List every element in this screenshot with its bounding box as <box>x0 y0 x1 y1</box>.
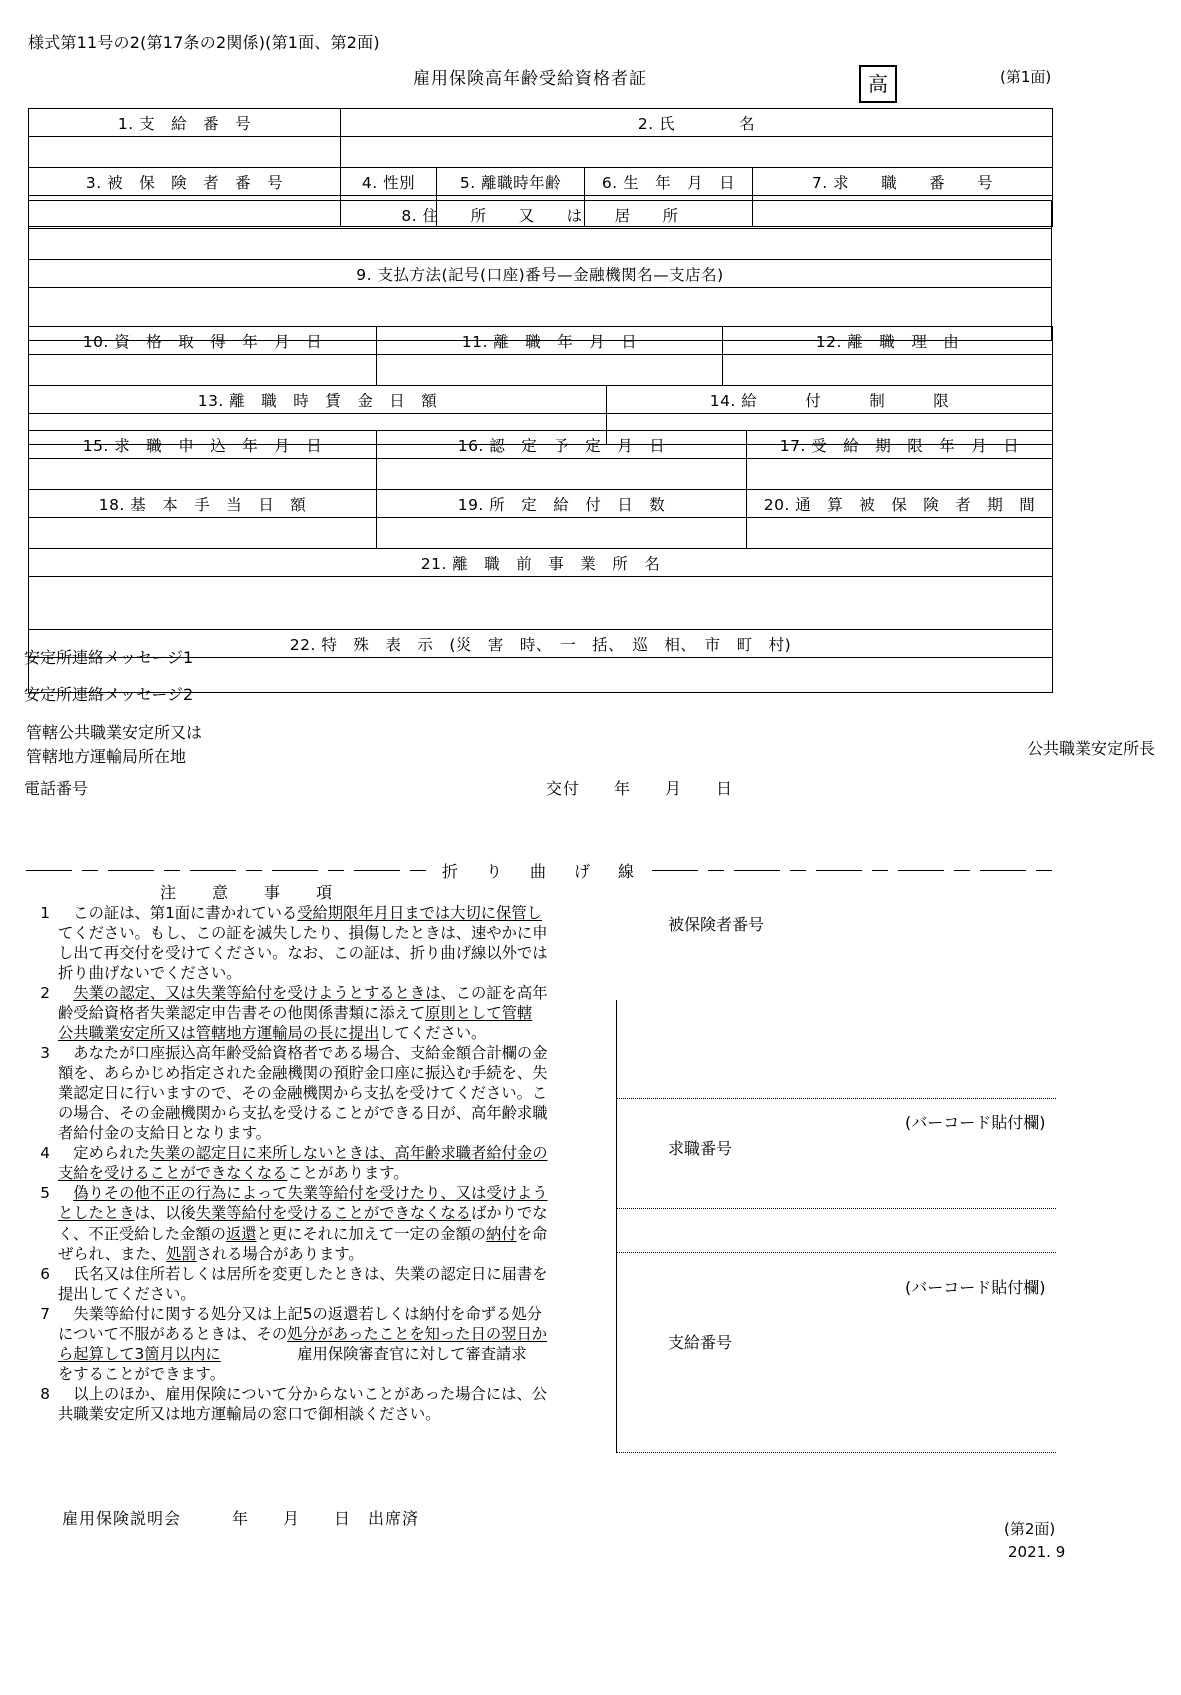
note-plain-text: をすることができます。 <box>58 1364 226 1383</box>
note-text <box>58 1143 608 1183</box>
note-item <box>28 903 608 983</box>
table-row <box>29 490 1053 518</box>
cell-age-label: 5. 離職時年齢 <box>437 168 585 196</box>
note-plain-text: 提出してください。 <box>58 1284 196 1303</box>
right-column-dotted-divider-1 <box>616 1098 1056 1099</box>
revision-date: 2021. 9 <box>1008 1543 1066 1561</box>
note-plain-text: 雇用保険審査官に対して審査請求 <box>220 1344 527 1363</box>
note-line <box>58 923 608 943</box>
cell-qualification-date-value[interactable] <box>29 355 377 386</box>
note-plain-text: を命 <box>516 1224 548 1243</box>
right-column-dotted-divider-4 <box>616 1452 1056 1453</box>
note-plain-text: 折り曲げないでください。 <box>58 964 242 983</box>
notes-list <box>28 903 608 1424</box>
note-plain-text: ぜられ、また、 <box>58 1244 166 1263</box>
cell-address-value[interactable] <box>29 229 1052 260</box>
note-line <box>58 1003 608 1023</box>
note-text <box>58 983 608 1043</box>
cell-insured-period-label: 20. 通 算 被 保 険 者 期 間 <box>747 490 1053 518</box>
note-plain-text: について不服があるときは、その <box>58 1324 288 1343</box>
note-line <box>58 1264 608 1284</box>
note-line <box>58 1163 608 1183</box>
note-line <box>58 1284 608 1304</box>
note-plain-text: してください。 <box>379 1024 487 1043</box>
job-seeking-number-label: 求職番号 <box>668 1139 733 1158</box>
note-line <box>58 1244 608 1264</box>
note-line <box>58 1083 608 1103</box>
cell-benefit-deadline-label: 17. 受 給 期 限 年 月 日 <box>747 431 1053 459</box>
fold-line-dashes-right <box>652 870 1056 871</box>
cell-name-value[interactable] <box>341 137 1053 168</box>
cell-jobseek-number-label: 7. 求 職 番 号 <box>753 168 1053 196</box>
note-line <box>58 1344 608 1364</box>
note-plain-text: ことがあります。 <box>287 1164 409 1183</box>
note-underlined-text: 失業の認定日に来所しないときは、高年齢求職者給付金の <box>149 1144 548 1163</box>
table-row <box>29 518 1053 549</box>
note-item <box>28 1183 608 1263</box>
note-underlined-text: 失業の認定、又は失業等給付を受けようとするときは <box>73 984 441 1003</box>
cell-payment-method-label: 9. 支払方法(記号(口座)番号—金融機関名—支店名) <box>29 260 1052 288</box>
notes-heading: 注 意 事 項 <box>160 883 343 902</box>
note-plain-text: 額を、あらかじめ指定された金融機関の預貯金口座に振込む手続を、失 <box>58 1064 548 1083</box>
office-address-line-2: 管轄地方運輸局所在地 <box>26 747 187 766</box>
note-text <box>58 1183 608 1263</box>
note-line <box>58 1203 608 1223</box>
page-mark-first: (第1面) <box>1000 68 1052 86</box>
note-number: 7 <box>40 1304 50 1323</box>
note-underlined-text: としたとき <box>58 1204 135 1223</box>
note-item <box>28 983 608 1043</box>
cell-basic-allowance-label: 18. 基 本 手 当 日 額 <box>29 490 377 518</box>
cell-separation-date-value[interactable] <box>377 355 723 386</box>
cell-address-label: 8. 住 所 又 は 居 所 <box>29 201 1052 229</box>
fold-line-dashes-left <box>26 870 430 871</box>
cell-insured-number-label: 3. 被 保 険 者 番 号 <box>29 168 341 196</box>
cell-basic-allowance-value[interactable] <box>29 518 377 549</box>
page-title: 雇用保険高年齢受給資格者証 <box>413 69 647 89</box>
barcode-area-label-1: (バーコード貼付欄) <box>905 1113 1046 1132</box>
cell-insured-period-value[interactable] <box>747 518 1053 549</box>
note-line <box>58 1063 608 1083</box>
note-underlined-text: ら起算して3箇月以内に <box>58 1344 221 1363</box>
form-table-group-3 <box>28 326 1053 445</box>
note-underlined-text: 納付 <box>486 1224 517 1243</box>
note-plain-text: この証は、第1面に書かれている <box>73 904 298 922</box>
right-column-divider <box>616 1000 617 1452</box>
note-item <box>28 1143 608 1183</box>
table-row <box>29 431 1053 459</box>
note-plain-text: く、不正受給した金額の <box>58 1224 226 1243</box>
cell-application-date-value[interactable] <box>29 459 377 490</box>
cell-separation-reason-label: 12. 離 職 理 由 <box>723 327 1053 355</box>
note-number: 5 <box>40 1184 50 1203</box>
insured-number-label: 被保険者番号 <box>668 915 765 934</box>
note-underlined-text: 偽りその他不正の行為によって失業等給付を受けたり、又は受けよう <box>73 1184 548 1203</box>
office-message-2: 安定所連絡メッセージ2 <box>24 685 194 704</box>
note-item <box>28 1264 608 1304</box>
cell-recognition-date-label: 16. 認 定 予 定 月 日 <box>377 431 747 459</box>
note-line <box>58 983 608 1003</box>
note-underlined-text: 受給期限年月日までは大切に保管し <box>297 904 542 922</box>
note-underlined-text: 失業等給付を受けることができなくなる <box>195 1204 472 1223</box>
barcode-area-label-2: (バーコード貼付欄) <box>905 1278 1046 1297</box>
note-underlined-text: 返還 <box>225 1224 257 1243</box>
note-plain-text: 失業等給付に関する処分又は上記5の返還若しくは納付を命ずる処分 <box>73 1304 542 1323</box>
cell-wage-daily-label: 13. 離 職 時 賃 金 日 額 <box>29 386 607 414</box>
note-underlined-text: 原則として管轄 <box>425 1004 533 1023</box>
note-text <box>58 1043 608 1143</box>
note-number: 3 <box>40 1044 50 1063</box>
right-column-dotted-divider-3 <box>616 1252 1056 1253</box>
office-message-1: 安定所連絡メッセージ1 <box>24 648 194 667</box>
note-line <box>58 1103 608 1123</box>
table-row <box>29 355 1053 386</box>
table-row <box>29 577 1053 630</box>
right-column-dotted-divider-2 <box>616 1208 1056 1209</box>
note-line <box>58 1183 608 1203</box>
note-plain-text: 定められた <box>73 1144 150 1163</box>
note-line <box>58 963 608 983</box>
note-number: 4 <box>40 1144 50 1163</box>
table-row <box>29 229 1052 260</box>
issue-date-label: 交付 年 月 日 <box>546 779 734 798</box>
note-line <box>58 943 608 963</box>
table-row <box>29 168 1053 196</box>
note-plain-text: 以上のほか、雇用保険について分からないことがあった場合には、公 <box>73 1384 548 1403</box>
office-chief-label: 公共職業安定所長 <box>1026 739 1155 758</box>
note-line <box>58 1404 608 1424</box>
note-underlined-text: 支給を受けることができなくなる <box>58 1164 288 1183</box>
stamp-box-ko: 高 <box>859 65 897 103</box>
note-plain-text: 共職業安定所又は地方運輸局の窓口で御相談ください。 <box>58 1404 441 1423</box>
note-text <box>58 1264 608 1304</box>
note-text <box>58 1384 608 1424</box>
cell-name-label: 2. 氏 名 <box>341 109 1053 137</box>
office-address-line-1: 管轄公共職業安定所又は <box>26 723 203 742</box>
note-line <box>58 1364 608 1384</box>
cell-qualification-date-label: 10. 資 格 取 得 年 月 日 <box>29 327 377 355</box>
table-row <box>29 459 1053 490</box>
note-underlined-text: 処罰 <box>166 1244 197 1263</box>
table-row <box>29 137 1053 168</box>
cell-separation-date-label: 11. 離 職 年 月 日 <box>377 327 723 355</box>
note-plain-text: あなたが口座振込高年齢受給資格者である場合、支給金額合計欄の金 <box>73 1044 548 1063</box>
note-plain-text: の場合、その金融機関から支払を受けることができる日が、高年齢求職 <box>58 1104 548 1123</box>
note-plain-text: 者給付金の支給日となります。 <box>58 1124 271 1143</box>
cell-former-employer-value[interactable] <box>29 577 1053 630</box>
telephone-label: 電話番号 <box>24 779 89 798</box>
note-underlined-text: 公共職業安定所又は管轄地方運輸局の長に提出 <box>58 1024 380 1043</box>
note-line <box>58 1304 608 1324</box>
note-plain-text: 、この証を高年 <box>440 984 548 1003</box>
cell-benefit-restriction-label: 14. 給 付 制 限 <box>607 386 1053 414</box>
table-row <box>29 201 1052 229</box>
note-line <box>58 903 608 923</box>
table-row <box>29 386 1053 414</box>
note-number: 1 <box>40 904 50 922</box>
note-line <box>58 1143 608 1163</box>
cell-supply-number-label: 1. 支 給 番 号 <box>29 109 341 137</box>
note-line <box>58 1123 608 1143</box>
table-row <box>29 109 1053 137</box>
note-plain-text: と更にそれに加えて一定の金額の <box>256 1224 487 1243</box>
cell-prescribed-days-value[interactable] <box>377 518 747 549</box>
cell-special-display-label: 22. 特 殊 表 示 (災 害 時、 一 括、 巡 相、 市 町 村) <box>29 630 1053 658</box>
note-plain-text: てください。もし、この証を滅失したり、損傷したときは、速やかに申 <box>58 924 548 943</box>
note-item <box>28 1043 608 1143</box>
form-table-group-2 <box>28 200 1052 341</box>
note-item <box>28 1384 608 1424</box>
note-line <box>58 1384 608 1404</box>
table-row <box>29 260 1052 288</box>
cell-benefit-deadline-value[interactable] <box>747 459 1053 490</box>
note-underlined-text: 処分があったことを知った日の翌日か <box>287 1324 548 1343</box>
note-number: 8 <box>40 1384 50 1403</box>
table-row <box>29 327 1053 355</box>
table-row <box>29 549 1053 577</box>
note-plain-text: 業認定日に行いますので、その金融機関から支払を受けてください。こ <box>58 1084 548 1103</box>
fold-line <box>26 860 1056 880</box>
note-line <box>58 1324 608 1344</box>
note-number: 2 <box>40 984 50 1003</box>
note-line <box>58 1224 608 1244</box>
note-plain-text: は、以後 <box>134 1204 196 1223</box>
note-line <box>58 1043 608 1063</box>
supply-number-label: 支給番号 <box>668 1333 733 1352</box>
cell-gender-label: 4. 性別 <box>341 168 437 196</box>
note-text <box>58 903 608 983</box>
note-plain-text: 齢受給資格者失業認定申告書その他関係書類に添えて <box>58 1004 426 1023</box>
note-line <box>58 1023 608 1043</box>
note-number: 6 <box>40 1264 50 1283</box>
note-plain-text: される場合があります。 <box>196 1244 364 1263</box>
fold-line-label: 折 り 曲 げ 線 <box>442 861 641 881</box>
form-code-label: 様式第11号の2(第17条の2関係)(第1面、第2面) <box>28 33 380 52</box>
note-text <box>58 1304 608 1384</box>
seminar-attendance-label: 雇用保険説明会 年 月 日 出席済 <box>62 1509 420 1528</box>
page-mark-second: (第2面) <box>1004 1520 1056 1538</box>
cell-supply-number-value[interactable] <box>29 137 341 168</box>
note-plain-text: し出て再交付を受けてください。なお、この証は、折り曲げ線以外では <box>58 944 548 963</box>
cell-separation-reason-value[interactable] <box>723 355 1053 386</box>
note-item <box>28 1304 608 1384</box>
note-plain-text: 氏名又は住所若しくは居所を変更したときは、失業の認定日に届書を <box>73 1264 548 1283</box>
cell-former-employer-label: 21. 離 職 前 事 業 所 名 <box>29 549 1053 577</box>
note-plain-text: ばかりでな <box>471 1204 548 1223</box>
cell-recognition-date-value[interactable] <box>377 459 747 490</box>
cell-prescribed-days-label: 19. 所 定 給 付 日 数 <box>377 490 747 518</box>
cell-birthdate-label: 6. 生 年 月 日 <box>585 168 753 196</box>
cell-application-date-label: 15. 求 職 申 込 年 月 日 <box>29 431 377 459</box>
